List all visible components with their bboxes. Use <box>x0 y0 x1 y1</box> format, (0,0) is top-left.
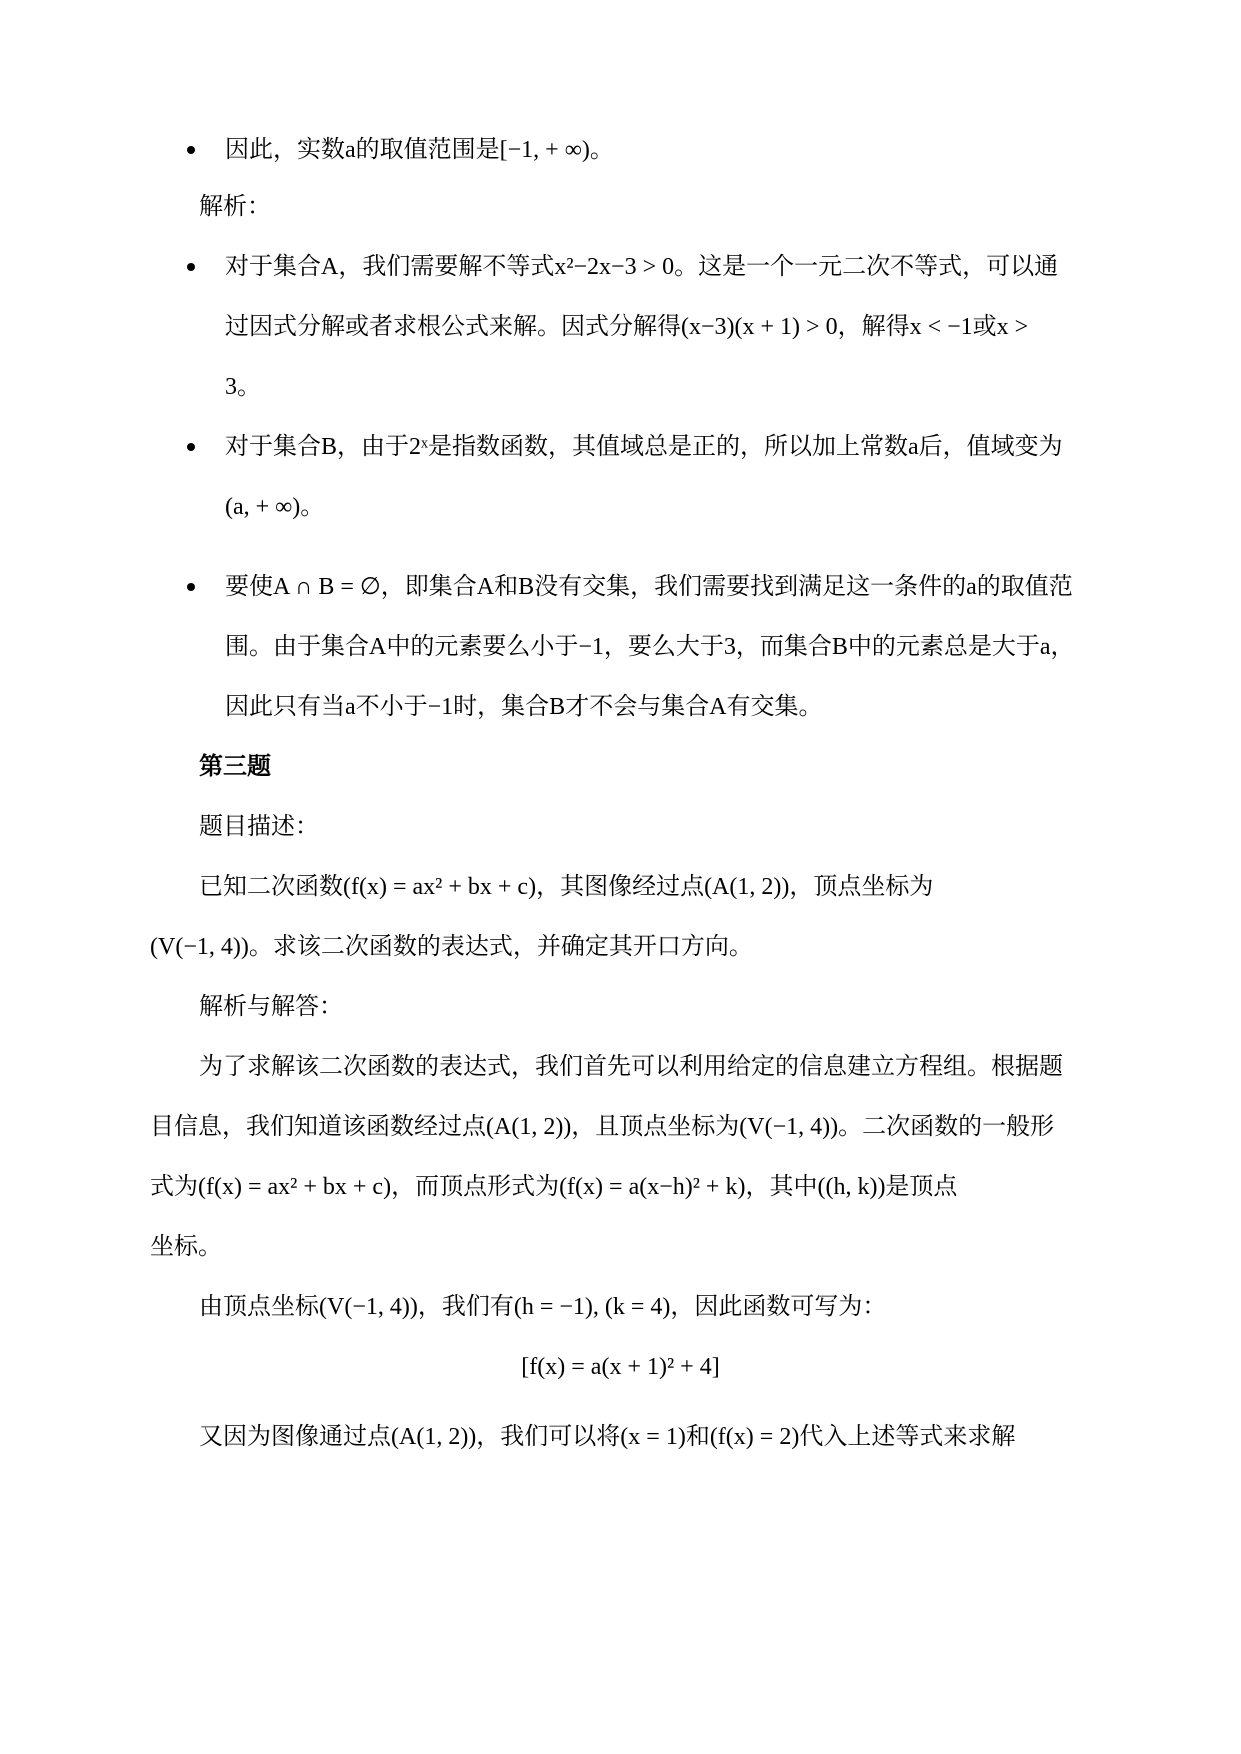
bullet-marker <box>187 443 195 451</box>
bullet-text: 因此只有当a不小于−1时，集合B才不会与集合A有交集。 <box>225 694 823 720</box>
bullet-text: 过因式分解或者求根公式来解。因式分解得(x−3)(x + 1) > 0，解得x < −1或x > <box>225 314 1029 340</box>
bullet-text: 3。 <box>225 374 261 400</box>
analysis-label: 解析： <box>199 194 271 220</box>
solution-paragraph-line: 目信息，我们知道该函数经过点(A(1, 2))，且顶点坐标为(V(−1, 4))。二次函数的一般形 <box>150 1114 1055 1140</box>
solution-paragraph-line: 坐标。 <box>150 1234 222 1260</box>
bullet-text: 要使A ∩ B = ∅，即集合A和B没有交集，我们需要找到满足这一条件的a的取值范 <box>225 574 1073 600</box>
bullet-text: 对于集合A，我们需要解不等式x²−2x−3 > 0。这是一个一元二次不等式，可以通 <box>225 254 1059 280</box>
bullet-text: 对于集合B，由于2ˣ是指数函数，其值域总是正的，所以加上常数a后，值域变为 <box>225 434 1063 460</box>
description-label: 题目描述： <box>199 814 319 840</box>
bullet-marker <box>187 583 195 591</box>
bullet-marker <box>187 263 195 271</box>
bullet-text: (a, + ∞)。 <box>225 494 325 520</box>
solution-paragraph-line: 式为(f(x) = ax² + bx + c)，而顶点形式为(f(x) = a(x−h)² + k)，其中((h, k))是顶点 <box>150 1174 958 1200</box>
bullet-text: 因此，实数a的取值范围是[−1, + ∞)。 <box>225 137 614 163</box>
description-line: (V(−1, 4))。求该二次函数的表达式，并确定其开口方向。 <box>150 934 753 960</box>
solution-paragraph-line: 为了求解该二次函数的表达式，我们首先可以利用给定的信息建立方程组。根据题 <box>199 1054 1063 1080</box>
solution-paragraph-line: 又因为图像通过点(A(1, 2))，我们可以将(x = 1)和(f(x) = 2)代入上述等式来求解 <box>199 1424 1016 1450</box>
solution-paragraph-line: 由顶点坐标(V(−1, 4))，我们有(h = −1), (k = 4)，因此函数可写为： <box>199 1294 887 1320</box>
formula: [f(x) = a(x + 1)² + 4] <box>521 1354 720 1380</box>
section-heading: 第三题 <box>199 754 271 780</box>
solution-label: 解析与解答： <box>199 994 343 1020</box>
bullet-marker <box>187 146 195 154</box>
bullet-text: 围。由于集合A中的元素要么小于−1，要么大于3，而集合B中的元素总是大于a， <box>225 634 1075 660</box>
description-line: 已知二次函数(f(x) = ax² + bx + c)，其图像经过点(A(1, 2))，顶点坐标为 <box>199 874 934 900</box>
